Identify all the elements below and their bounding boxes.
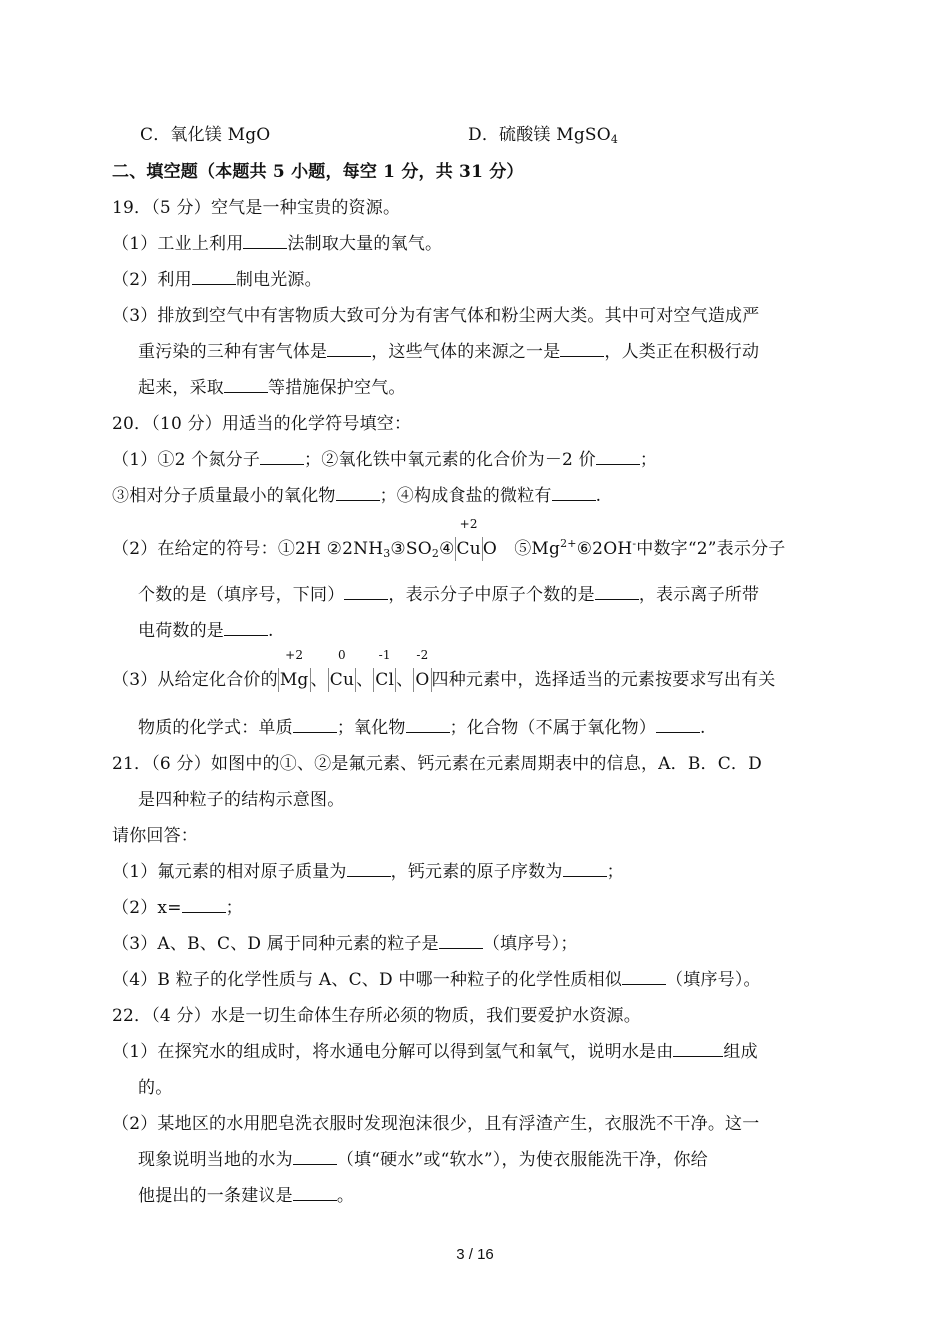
q22-part1-line1: （1）在探究水的组成时，将水通电分解可以得到氢气和氧气，说明水是由 组成 (112, 1042, 758, 1062)
q21-part4: （4）B 粒子的化学性质与 A、C、D 中哪一种粒子的化学性质相似 （填序号）。 (112, 970, 761, 990)
q20-part3-line1: （3）从给定化合价的 +2 Mg 、 0 Cu 、 -1 Cl 、 -2 O 四种元素中，选择适当的元素按要求写出有关 (112, 648, 776, 690)
q21-part2: （2）x= ； (112, 898, 243, 918)
q21-stem-line1: 21．（6 分）如图中的①、②是氟元素、钙元素在元素周期表中的信息，A．B．C．D (112, 754, 762, 774)
answer-blank (293, 1184, 337, 1201)
cu-valence-symbol: +2 Cu (456, 517, 481, 559)
answer-blank (336, 484, 380, 501)
answer-blank (552, 484, 596, 501)
answer-blank (327, 340, 371, 357)
answer-blank (243, 232, 287, 249)
answer-blank (224, 619, 268, 636)
cu-valence-symbol: 0 Cu (329, 648, 355, 690)
q19-part3-line3: 起来，采取 等措施保护空气。 (138, 378, 406, 398)
q19-part1: （1）工业上利用 法制取大量的氧气。 (112, 234, 443, 254)
q20-part1-line1: （1）①2 个氮分子 ；②氧化铁中氧元素的化合价为－2 价 ； (112, 450, 658, 470)
q22-part2-line3: 他提出的一条建议是 。 (138, 1186, 355, 1206)
q21-part1: （1）氟元素的相对原子质量为 ，钙元素的原子序数为 ； (112, 862, 624, 882)
answer-blank (560, 340, 604, 357)
q22-stem: 22．（4 分）水是一切生命体生存所必须的物质，我们要爱护水资源。 (112, 1006, 641, 1026)
answer-blank (224, 376, 268, 393)
q20-part1-line2: ③相对分子质量最小的氧化物 ；④构成食盐的微粒有 . (112, 486, 602, 506)
answer-blank (182, 896, 226, 913)
answer-blank (192, 268, 236, 285)
q20-part2-line2: 个数的是（填序号，下同） ，表示分子中原子个数的是 ，表示离子所带 (138, 585, 760, 605)
section-title: 二、填空题（本题共 5 小题，每空 1 分，共 31 分） (112, 162, 524, 182)
q22-part2-line1: （2）某地区的水用肥皂洗衣服时发现泡沫很少，且有浮渣产生，衣服洗不干净。这一 (112, 1114, 760, 1134)
mg-valence-symbol: +2 Mg (279, 648, 309, 690)
answer-blank (293, 716, 337, 733)
q22-part2-line2: 现象说明当地的水为 （填“硬水”或“软水”），为使衣服能洗干净，你给 (138, 1150, 708, 1170)
answer-blank (656, 716, 700, 733)
option-c: C．氧化镁 MgO (140, 125, 271, 145)
q20-part2-line3: 电荷数的是 . (138, 621, 274, 641)
answer-blank (260, 448, 304, 465)
q20-stem: 20．（10 分）用适当的化学符号填空： (112, 414, 412, 434)
answer-blank (347, 860, 391, 877)
q19-part3-line1: （3）排放到空气中有害物质大致可分为有害气体和粉尘两大类。其中可对空气造成严 (112, 306, 760, 326)
q20-part2-line1: （2）在给定的符号：①2H $②2NH_3③SO_2④$ +2 Cu O $⑤Mg^{2+}⑥2OH^-$中数字“2”表示分子 (112, 517, 786, 560)
answer-blank (563, 860, 607, 877)
cl-valence-symbol: -1 Cl (375, 648, 395, 690)
answer-blank (595, 583, 639, 600)
q19-part2: （2）利用 制电光源。 (112, 270, 322, 290)
option-d: D．硫酸镁 MgSO$_4$ (468, 125, 619, 146)
q21-part3: （3）A、B、C、D 属于同种元素的粒子是 （填序号）； (112, 934, 578, 954)
answer-blank (344, 583, 388, 600)
page-number: 3 / 16 (456, 1246, 494, 1263)
q21-ask: 请你回答： (112, 826, 198, 846)
answer-blank (673, 1040, 723, 1057)
o-valence-symbol: -2 O (415, 648, 430, 690)
q19-stem: 19．（5 分）空气是一种宝贵的资源。 (112, 198, 401, 218)
answer-blank (622, 968, 666, 985)
answer-blank (439, 932, 483, 949)
answer-blank (293, 1148, 337, 1165)
q20-part3-line2: 物质的化学式：单质 ；氧化物 ；化合物（不属于氧化物） . (138, 718, 706, 738)
q19-part3-line2: 重污染的三种有害气体是 ，这些气体的来源之一是 ，人类正在积极行动 (138, 342, 760, 362)
answer-blank (406, 716, 450, 733)
q22-part1-line2: 的。 (138, 1078, 173, 1098)
q21-stem-line2: 是四种粒子的结构示意图。 (138, 790, 345, 810)
answer-blank (596, 448, 640, 465)
